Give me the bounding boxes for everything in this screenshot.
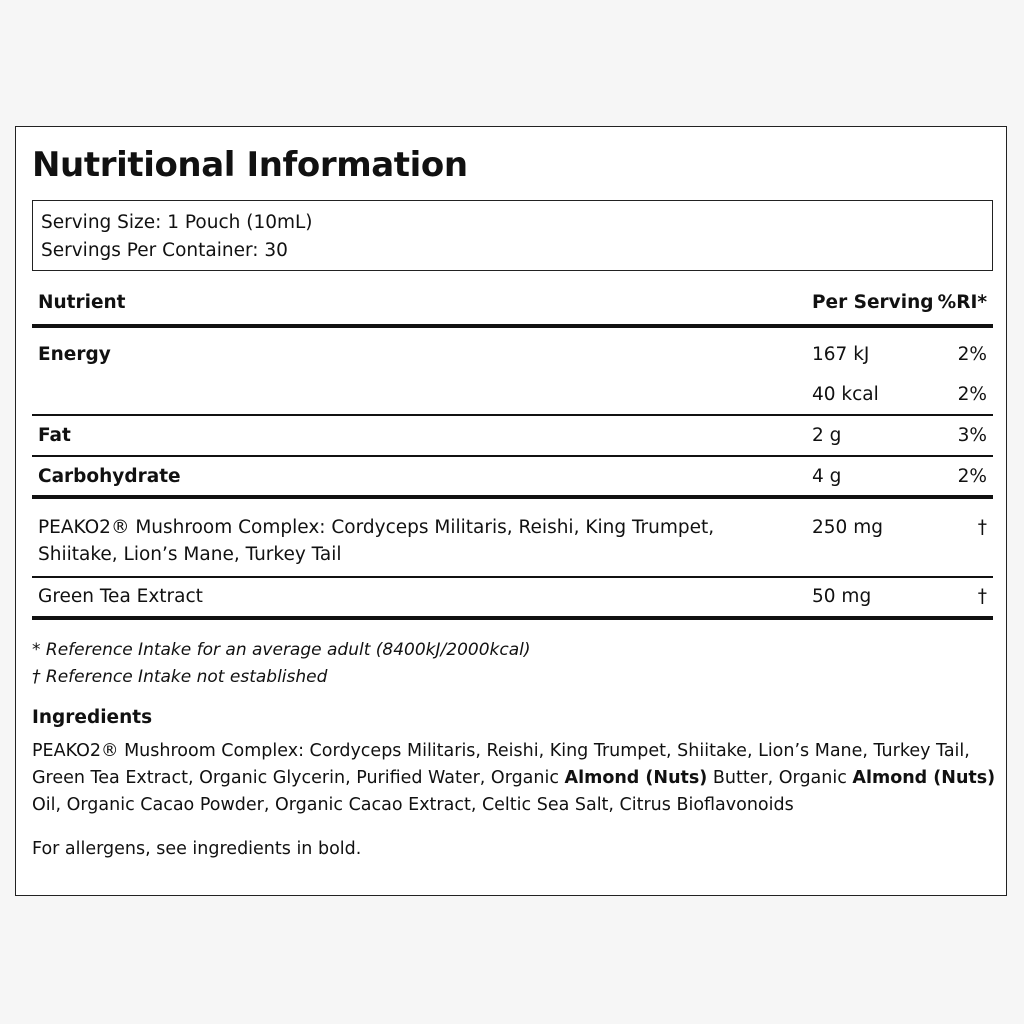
ingredient-name: Green Tea Extract bbox=[38, 586, 203, 607]
ingredients-text bbox=[32, 738, 996, 819]
ingredient-ri: † bbox=[977, 517, 987, 538]
serving-size: Serving Size: 1 Pouch (10mL) bbox=[41, 212, 313, 233]
dagger-footnote: † Reference Intake not established bbox=[32, 667, 328, 687]
nutrient-amount: 2 g bbox=[812, 425, 842, 446]
header-divider bbox=[32, 324, 993, 328]
ri-footnote: * Reference Intake for an average adult (8400kJ/2000kcal) bbox=[32, 640, 531, 660]
ingredient-amount: 250 mg bbox=[812, 517, 883, 538]
serving-info-box bbox=[32, 200, 993, 271]
ingredients-text-segment: Butter, Organic bbox=[707, 768, 853, 788]
ingredients-text-segment: Green Tea Extract, Organic Glycerin, Purified Water, Organic bbox=[32, 768, 565, 788]
nutrient-ri: 2% bbox=[957, 466, 987, 487]
nutrient-amount: 167 kJ bbox=[812, 344, 870, 365]
nutrient-ri: 3% bbox=[957, 425, 987, 446]
ingredients-line: Oil, Organic Cacao Powder, Organic Cacao Extract, Celtic Sea Salt, Citrus Bioflavonoids bbox=[32, 795, 794, 815]
ingredient-ri: † bbox=[977, 586, 987, 607]
panel-title: Nutritional Information bbox=[32, 145, 468, 185]
allergen-note: For allergens, see ingredients in bold. bbox=[32, 839, 362, 859]
nutrient-name: Energy bbox=[38, 344, 111, 365]
section-divider bbox=[32, 495, 993, 499]
ingredient-name-line1: PEAKO2® Mushroom Complex: Cordyceps Militaris, Reishi, King Trumpet, bbox=[38, 517, 715, 538]
servings-per-container: Servings Per Container: 30 bbox=[41, 240, 288, 261]
ingredients-line: PEAKO2® Mushroom Complex: Cordyceps Militaris, Reishi, King Trumpet, Shiitake, Lion’s Mane, Turkey Tail, bbox=[32, 741, 970, 761]
nutrient-ri: 2% bbox=[957, 344, 987, 365]
nutrition-panel bbox=[15, 126, 1007, 896]
header-ri: %RI* bbox=[937, 292, 987, 313]
row-divider bbox=[32, 414, 993, 416]
ingredients-title: Ingredients bbox=[32, 707, 153, 728]
header-per-serving: Per Serving bbox=[812, 292, 934, 313]
nutrient-amount: 40 kcal bbox=[812, 384, 879, 405]
row-divider bbox=[32, 576, 993, 578]
header-nutrient: Nutrient bbox=[38, 292, 126, 313]
allergen-highlight: Almond (Nuts) bbox=[564, 768, 708, 788]
nutrient-name: Carbohydrate bbox=[38, 466, 181, 487]
allergen-highlight: Almond (Nuts) bbox=[852, 768, 996, 788]
ingredient-name-line2: Shiitake, Lion’s Mane, Turkey Tail bbox=[38, 544, 342, 565]
row-divider bbox=[32, 455, 993, 457]
table-bottom-divider bbox=[32, 616, 993, 620]
footnotes bbox=[32, 637, 531, 691]
nutrient-amount: 4 g bbox=[812, 466, 842, 487]
nutrient-name: Fat bbox=[38, 425, 71, 446]
nutrient-ri: 2% bbox=[957, 384, 987, 405]
ingredients-line bbox=[32, 765, 996, 792]
ingredient-amount: 50 mg bbox=[812, 586, 872, 607]
